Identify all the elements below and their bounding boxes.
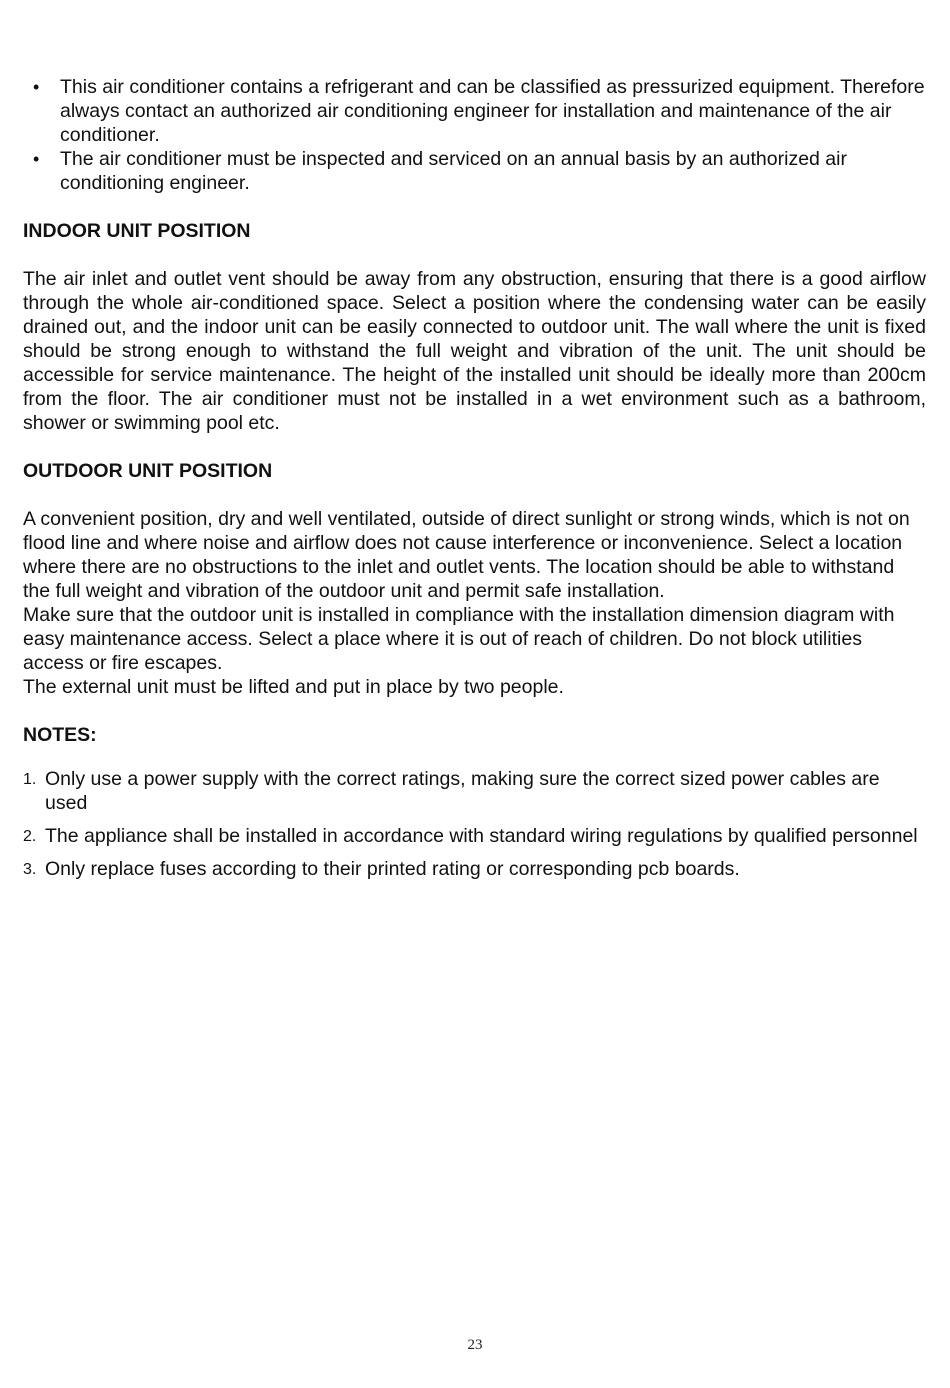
outdoor-unit-heading: OUTDOOR UNIT POSITION <box>23 460 273 482</box>
bullet-text: This air conditioner contains a refrigerant and can be classified as pressurized equipment. Therefore always contact an authorized air conditioning engineer for installation and maintenance of the air conditioner. <box>60 76 925 146</box>
note-text: Only use a power supply with the correct ratings, making sure the correct sized power cables are used <box>45 768 880 814</box>
document-page <box>23 75 926 890</box>
outdoor-unit-paragraph: Make sure that the outdoor unit is installed in compliance with the installation dimension diagram with easy maintenance access. Select a place where it is out of reach of children. Do not block utilities access or fire escapes. <box>23 604 895 674</box>
note-item <box>23 857 926 881</box>
bullet-text: The air conditioner must be inspected and serviced on an annual basis by an authorized air conditioning engineer. <box>60 148 847 194</box>
bullet-item <box>23 147 926 195</box>
note-number: 3. <box>23 861 37 878</box>
indoor-unit-heading: INDOOR UNIT POSITION <box>23 220 251 242</box>
indoor-unit-paragraph: The air inlet and outlet vent should be away from any obstruction, ensuring that there is a good airflow through the whole air-conditioned space. Select a position where the condensing water can be easily drained out, and the indoor unit can be easily connected to outdoor unit. The wall where the unit is fixed should be strong enough to withstand the full weight and vibration of the unit. The unit should be accessible for service maintenance. The height of the installed unit should be ideally more than 200cm from the floor. The air conditioner must not be installed in a wet environment such as a bathroom, shower or swimming pool etc. <box>23 268 926 434</box>
note-number: 1. <box>23 771 37 788</box>
bullet-dot-icon: • <box>33 77 40 97</box>
outdoor-unit-paragraph: The external unit must be lifted and put in place by two people. <box>23 676 564 698</box>
note-item <box>23 824 926 848</box>
notes-heading: NOTES: <box>23 724 97 746</box>
outdoor-unit-paragraph: A convenient position, dry and well ventilated, outside of direct sunlight or strong winds, which is not on flood line and where noise and airflow does not cause interference or inconvenience. Select a location where there are no obstructions to the inlet and outlet vents. The location should be able to withstand the full weight and vibration of the outdoor unit and permit safe installation. <box>23 508 910 602</box>
notes-list <box>23 767 926 881</box>
safety-bullet-list <box>23 75 926 195</box>
note-text: The appliance shall be installed in accordance with standard wiring regulations by qualified personnel <box>45 825 918 847</box>
note-item <box>23 767 926 815</box>
bullet-dot-icon: • <box>33 149 40 169</box>
note-number: 2. <box>23 828 37 845</box>
note-text: Only replace fuses according to their printed rating or corresponding pcb boards. <box>45 858 740 880</box>
bullet-item <box>23 75 926 147</box>
page-number: 23 <box>467 1337 483 1353</box>
